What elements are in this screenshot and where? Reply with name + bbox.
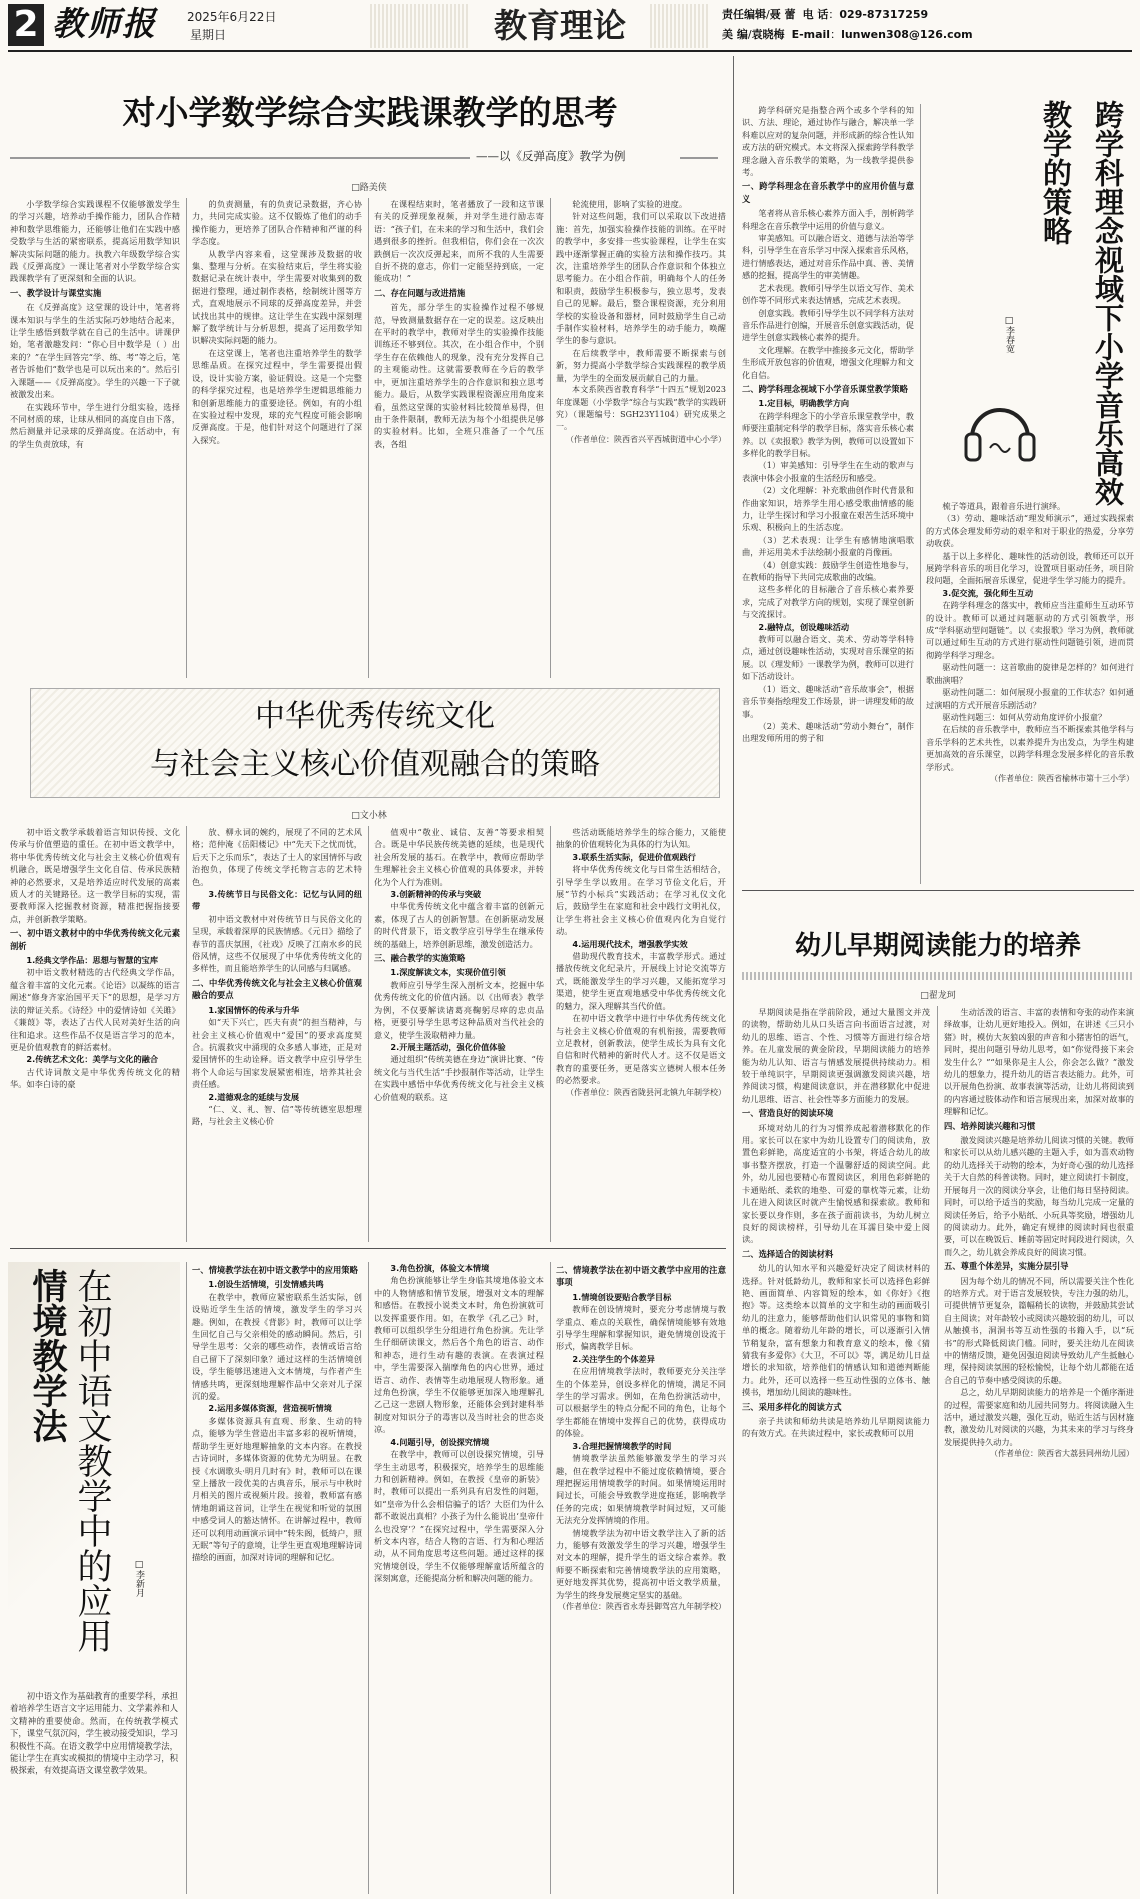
- article5-col1: [742, 1006, 930, 1894]
- email-label: E-mail: [791, 28, 831, 41]
- section-heading: 二、存在问题与改进措施: [374, 287, 466, 298]
- section-heading: 一、营造良好的阅读环境: [742, 1108, 834, 1119]
- article5-title-rule: [742, 972, 1134, 980]
- paragraph: 从教学内容来看，这堂课涉及数据的收集、整理与分析。在实验结束后，学生将实验数据记录在统计表中，学生需要对收集到的数据进行整理，通过制作表格，绘制统计图等方式，直观地展示不同球的反弹高度差异，并尝试找出其中的规律。这让学生在实践中深刻理解了数学统计与分析思想，提高了运用数学知识解决实际问题的能力。: [192, 248, 362, 346]
- article2-col3: [374, 826, 544, 1242]
- paragraph: 基于以上多样化、趣味性的活动创设，教师还可以开展跨学科音乐的项目化学习，设置项目驱动任务，项目阶段问题，全面拓展音乐课堂，促进学生学习能力的提升。: [926, 550, 1134, 586]
- author-affiliation: （作者单位：陕西省陇县河北镇九年制学校）: [566, 1087, 726, 1097]
- page-number: 2: [13, 4, 39, 45]
- paragraph: 幼儿的认知水平和兴趣爱好决定了阅读材料的选择。针对低龄幼儿，教师和家长可以选择色彩鲜艳、画面简单、内容简短的绘本，如《你好》《抱抱》等。这类绘本以简单的文字和生动的画面吸引幼儿的注意力，能够帮助他们认识常见的事物和简单的概念。随着幼儿年龄的增长，可以逐渐引入情节稍复杂，富有想象力和教育意义的绘本，像《猜猜我有多爱你》《大卫，不可以》等，满足幼儿日益增长的求知欲，培养他们的情感认知和道德判断能力。此外，还可以选择一些互动性强的立体书、触摸书，增加幼儿阅读的趣味性。: [742, 1263, 930, 1398]
- paragraph: 放、柳永词的婉约，展现了不同的艺术风格；范仲淹《岳阳楼记》中“先天下之忧而忧，后天下之乐而乐”，表达了士人的家国情怀与政治抱负，体现了传统文学托物言志的艺术特色。: [192, 827, 362, 887]
- author-affiliation: （作者单位：陕西省兴平西城街道中心小学）: [566, 434, 726, 444]
- paragraph: 在初中语文教学中进行中华优秀传统文化与社会主义核心价值观的有机衔接，需要教师立足教材，创新教法，使学生成长为具有文化自信和时代精神的新时代人才。这不仅是语文教育的重要任务，更是落实立德树人根本任务的必然要求。: [556, 1013, 726, 1086]
- paragraph: 早期阅读是指在学前阶段，通过大量图文并茂的读物，帮助幼儿从口头语言向书面语言过渡，对幼儿的思维、语言、个性、习惯等方面进行综合培养。在儿童发展的黄金阶段，早期阅读能力的培养能为幼儿认知、语言与情感发展提供持续动力。相较于单纯识字，早期阅读更强调激发阅读兴趣，培养阅读习惯，构建阅读意识，并在潜移默化中促进幼儿思维、语言、社会性等多方面能力的发展。: [742, 1007, 930, 1104]
- paragraph: 的负责测量，有的负责记录数据，齐心协力，共同完成实验。这不仅锻炼了他们的动手操作能力，更培养了团队合作精神和严谨的科学态度。: [192, 199, 362, 247]
- article3-divider0: [186, 1262, 187, 1894]
- author-affiliation: （作者单位：陕西省榆林市第十三小学）: [990, 773, 1134, 783]
- section-heading: 4.运用现代技术，增强教学实效: [572, 938, 688, 949]
- section-heading: 三、采用多样化的阅读方式: [742, 1401, 842, 1412]
- paragraph: 角色扮演能够让学生身临其境地体验文本中的人物情感和情节发展，增强对文本的理解和感悟。在教授小说类文本时，角色扮演就可以发挥重要作用。如，在教学《孔乙己》时，教师可以组织学生分组进行角色扮演。先让学生仔细研读课文，然后各个角色的语言、动作和神态，进行生动有趣的表演。在表演过程中，学生需要深入揣摩角色的内心世界，通过语言、动作、表情等生动地展现人物形象。通过角色扮演，学生不仅能够更加深入地理解孔乙己这一悲剧人物形象，还能体会到封建科举制度对知识分子的毒害以及当时社会的世态炎凉。: [374, 1275, 544, 1435]
- article4-divider: [920, 104, 921, 884]
- paragraph: 在实践环节中，学生进行分组实验，选择不同材质的球，让球从相同的高度自由下落，然后测量并记录球的反弹高度。在活动中，有的学生负责放球，有: [10, 401, 180, 449]
- article2-title-line1: 中华优秀传统文化: [255, 699, 495, 734]
- article3-col2: [374, 1262, 544, 1894]
- article2-divider3: [550, 826, 551, 1242]
- issue-weekday: 星期日: [190, 28, 227, 42]
- paragraph: 多媒体资源具有直观、形象、生动的特点，能够为学生营造出丰富多彩的视听情境，帮助学生更好地理解抽象的文本内容。在教授古诗词时，多媒体资源的优势尤为明显。在教授《水调歌头·明月几时有》时，教师可以在课堂上播放一段优美的古典音乐，展示与中秋时月相关的图片或视频片段。接着，教师富有感情地朗诵这首词，让学生在视觉和听觉的氛围中感受词人的豁达情怀。在讲解过程中，教师还可以利用动画演示词中“转朱阁，低绮户，照无眠”等句子的意境，让学生更直观地理解诗词描绘的画面，加深对诗词的理解和记忆。: [192, 1415, 362, 1563]
- paragraph: 审美感知。可以融合语文、道德与法治等学科，引导学生在音乐学习中深入探索音乐风格，进行情感表达，通过对音乐作品中真、善、美情感的挖掘，提高学生的审美情趣。: [742, 233, 914, 281]
- article1-title: 对小学数学综合实践课教学的思考: [122, 93, 618, 132]
- section-heading: 1.创设生活情境，引发情感共鸣: [208, 1279, 324, 1290]
- paragraph: 情境教学法为初中语文教学注入了新的活力，能够有效激发学生的学习兴趣，增强学生对文本的理解，提升学生的语文综合素养。教师要不断探索和完善情境教学法的应用策略，更好地发挥其优势，提高初中语文教学质量，为学生的终身发展奠定坚实的基础。: [556, 1527, 726, 1600]
- paragraph: （1）审美感知：引导学生在生动的歌声与表演中体会小报童的生活经历和感受。: [742, 460, 914, 483]
- paragraph: 文化理解。在教学中推接多元文化，帮助学生形成开放包容的价值观，增强文化理解力和文化自信。: [742, 344, 914, 380]
- paragraph: （3）艺术表现：让学生有感情地演唱歌曲，并运用美术手法绘制小报童的肖像画。: [742, 534, 914, 558]
- paragraph: 针对这些问题，我们可以采取以下改进措施：首先，加强实验操作技能的训练。在平时的教学中，多安排一些实验课程，让学生在实践中逐渐掌握正确的实验方法和操作技巧。其次，注重培养学生的团队合作意识和个体独立思考能力。在小组合作前，明确每个人的任务和职责，鼓励学生积极参与，独立思考，发表自己的见解。最后，整合课程资源，充分利用学校的实验设备和器材，同时鼓励学生自己动手制作实验材料，培养学生的动手能力，唤醒学生的参与意识。: [556, 211, 726, 346]
- paragraph: 驱动性问题三：如何从劳动角度评价小报童？: [942, 711, 1107, 722]
- section-heading: 二、中华优秀传统文化与社会主义核心价值观融合的要点: [192, 977, 362, 1001]
- paragraph: 在应用情境教学法时，教师要充分关注学生的个体差异，创设多样化的情境，满足不同学生的学习需求。例如，在角色扮演活动中，可以根据学生的特点分配不同的角色，让每个学生都能在情境中发挥自己的优势，获得成功的体验。: [556, 1366, 726, 1439]
- article4-bottom-rule: [742, 890, 1134, 891]
- article4-title: 跨学科理念视域下小学音乐高效教学的策略: [1039, 100, 1125, 506]
- paragraph: 在跨学科理念的落实中，教师应当注重师生互动环节的设计。教师可以通过问题驱动的方式引领教学，形成“学科驱动型问题链”。以《卖报歌》学习为例，教师就可以通过师生互动的方式进行驱动性问题链引领，进而贯彻跨学科学习理念。: [926, 600, 1134, 660]
- paragraph: 教师在创设情境时，要充分考虑情境与教学重点、难点的关联性，确保情境能够有效地引导学生理解和掌握知识，避免情境创设流于形式，偏离教学目标。: [556, 1304, 726, 1352]
- designer-line: 美 编/袁晓梅 E-mail：lunwen308@126.com: [722, 28, 973, 41]
- article3-intro: [10, 1690, 178, 1894]
- article2-col2: [192, 826, 362, 1242]
- section-heading: 1.情境创设要贴合教学目标: [572, 1291, 672, 1302]
- paragraph: 梳子等道具，跟着音乐进行演绎。: [942, 501, 1066, 511]
- paragraph: 轮流使用，影响了实验的进度。: [572, 199, 688, 209]
- article4-right-col: [926, 500, 1134, 884]
- paragraph: 通过组织“传统美德在身边”演讲比赛、“传统文化与当代生活”手抄报制作等活动，让学生在实践中感悟中华优秀传统文化与社会主义核心价值观的联系。这: [374, 1054, 544, 1102]
- section-heading: 1.家国情怀的传承与升华: [208, 1004, 300, 1015]
- section-heading: 五、尊重个体差异，实施分层引导: [944, 1261, 1069, 1272]
- paragraph: 总之，幼儿早期阅读能力的培养是一个循序渐进的过程，需要家庭和幼儿园共同努力。将阅读融入生活中，通过激发兴趣，强化互动，贴近生活与因材施教，激发幼儿对阅读的兴趣，为其未来的学习与终身发展提供持久动力。: [944, 1387, 1134, 1447]
- paragraph: “仁、义、礼、智、信”等传统德室思想理路，与社会主义核心价: [192, 1103, 362, 1127]
- section-heading: 二、选择适合的阅读材料: [742, 1248, 834, 1259]
- section-heading: 2.道德观念的延续与发展: [208, 1091, 300, 1102]
- article3-title: 在初中语文教学中的应用: [72, 1268, 112, 1653]
- paragraph: 艺术表现。教师引导学生以语文写作、美术创作等不同形式来表达情感，完成艺术表现。: [742, 282, 914, 306]
- section-heading: 二、跨学科理念视域下小学音乐课堂教学策略: [742, 383, 908, 394]
- section-heading: 2.传统艺术文化：美学与文化的融合: [26, 1054, 159, 1065]
- section-heading: 2.融特点，创设趣味活动: [758, 621, 850, 632]
- article3-col3: [556, 1262, 726, 1894]
- article2-byline: □文小林: [351, 811, 387, 821]
- paragraph: 些活动既能培养学生的综合能力，又能使抽象的价值观转化为具体的行为认知。: [556, 827, 726, 850]
- article2-bottom-rule: [10, 1248, 726, 1249]
- article4-byline: □李春宽: [1004, 316, 1014, 353]
- article4-lead-col: [742, 104, 914, 884]
- section-heading: 四、培养阅读兴趣和习惯: [944, 1120, 1036, 1131]
- article3-byline: □李新月: [134, 1560, 144, 1597]
- article2-divider2: [368, 826, 369, 1242]
- article1-subtitle: ——以《反弹高度》教学为例: [470, 148, 680, 168]
- section-heading: 1.经典文学作品：思想与智慧的宝库: [26, 955, 159, 966]
- section-heading: 4.问题引导，创设探究情境: [390, 1436, 490, 1447]
- phone-label: 电 话: [802, 8, 829, 21]
- author-affiliation: （作者单位：陕西省永寿县御驾宫九年制学校）: [558, 1601, 726, 1611]
- section-heading: 1.深度解读文本，实现价值引领: [390, 967, 506, 978]
- section-heading: 三、融合教学的实施策略: [374, 953, 466, 964]
- headphones-icon: [960, 390, 1040, 470]
- section-heading: 2.关注学生的个体差异: [572, 1353, 655, 1364]
- paragraph: 环境对幼儿的行为习惯养成起着潜移默化的作用。家长可以在家中为幼儿设置专门的阅读角，放置色彩鲜艳，高度适宜的小书架，将适合幼儿的故事书整齐摆放，打造一个温馨舒适的阅读空间。此外，幼儿园也要精心布置阅读区，利用色彩鲜艳的卡通贴纸、柔软的地垫、可爱的靠枕等元素，让幼儿在进入阅读区时就产生愉悦感和探索欲。教师和家长要以身作则，多在孩子面前读书，为幼儿树立良好的阅读榜样，引导幼儿在耳濡目染中爱上阅读。: [742, 1122, 930, 1245]
- paragraph: 这些多样化的目标融合了音乐核心素养要求，完成了对教学方向的规划，实现了课堂创新与交流探讨。: [742, 584, 914, 620]
- article5-byline: □翟龙珂: [920, 991, 956, 1001]
- article1-col4: [556, 198, 726, 678]
- paragraph: 首先，部分学生的实验操作过程不够规范，导致测量数据存在一定的误差。这反映出在平时的教学中，教师对学生的实验操作技能训练还不够到位。其次，在小组合作中，个别学生存在依赖他人的现象，没有充分发挥自己的主观能动性。这就需要教师在今后的教学中，更加注重培养学生的合作意识和独立思考能力。最后，从数学实践课程资源应用角度来看，虽然这堂课的实验材料比较简单易得，但由于条件限制，教师无法为每个小组提供足够的实验材料。比如，全班只准备了一个气压表，各组: [374, 302, 544, 449]
- section-heading: 1.定目标，明确教学方向: [758, 398, 850, 409]
- page-center-divider: [733, 56, 734, 1894]
- paragraph: 中华优秀传统文化中蕴含着丰富的创新元素，体现了古人的创新智慧。在创新驱动发展的时代背景下，语文教学应引导学生在继承传统的基础上，培养创新思维，激发创造活力。: [374, 901, 544, 949]
- paragraph: 初中语文教材中对传统节日与民俗文化的呈现，承载着深厚的民族情感。《元日》描绘了春节的喜庆氛围，《社戏》反映了江南水乡的民俗风情，这些不仅展现了中华优秀传统文化的多样性，而且能培养学生的认同感与归属感。: [192, 913, 362, 974]
- paragraph: 在《反弹高度》这堂课的设计中，笔者将课本知识与学生的生活实际巧妙地结合起来，让学生感悟到数学就在自己的生活中。讲课伊始，笔者激趣发问：“你心目中数学是（ ）出来的？”在学生回答完“学、练、考”等之后，笔者告诉他们“数学也是可以玩出来的”。然后引入课题——《反弹高度》。学生的兴趣一下子就被激发出来。: [10, 302, 180, 400]
- paper-name: 教师报: [52, 4, 157, 43]
- section-heading: 一、情境教学法在初中语文教学中的应用策略: [192, 1265, 358, 1275]
- editor-name: 聂 蕾: [769, 8, 796, 21]
- article5-col2: [944, 1006, 1134, 1894]
- section-title: 教育理论: [470, 4, 650, 48]
- paragraph: 教师应引导学生深入剖析文本，挖掘中华优秀传统文化的价值内涵。以《出师表》教学为例，不仅要解读诸葛亮鞠躬尽瘁的忠贞品格，更要引导学生思考这种品质对当代社会的意义，使学生汲取精神力量。: [374, 979, 544, 1040]
- masthead-rule: [8, 50, 1132, 52]
- section-heading: 3.合理把握情境教学的时间: [572, 1440, 672, 1451]
- paragraph: 生动活泼的语言、丰富的表情和夸张的动作来演绎故事，让幼儿更好地投入。例如，在讲述《三只小猪》时，模仿大灰狼凶狠的声音和小猪害怕的语气，同时，提出问题引导幼儿思考，如“你觉得接下来会发生什么？”“如果你是主人公，你会怎么做？”激发幼儿的想象力，提升幼儿的语言表达能力。此外，可以开展角色扮演、故事表演等活动，让幼儿将阅读到的内容通过肢体动作和语言展现出来，加深对故事的理解和记忆。: [944, 1007, 1134, 1117]
- article2-divider1: [186, 826, 187, 1242]
- article2-title-line2: 与社会主义核心价值观融合的策略: [150, 747, 600, 782]
- paragraph: （2）文化理解：补充歌曲创作时代背景和作曲家知识，培养学生用心感受歌曲情感的能力，让学生探讨和学习小报童在艰苦生活环境中乐观、积极向上的生活态度。: [742, 485, 914, 533]
- paragraph: 古代诗词散文是中华优秀传统文化的精华。如李白诗的豪: [10, 1066, 180, 1090]
- designer-name: 袁晓梅: [751, 28, 785, 41]
- article5-divider: [937, 1006, 938, 1894]
- paragraph: 情境教学法虽然能够激发学生的学习兴趣，但在教学过程中不能过度依赖情境，要合理把握运用情境教学的时间。如果情境运用时间过长，可能会导致教学进度拖延，影响教学任务的完成；如果情境教学时间过短，又可能无法充分发挥情境的作用。: [556, 1453, 726, 1526]
- paragraph: 本文系陕西省教育科学“十四五”规划2023年度课题（小学数学“综合与实践”教学的实践研究）（课题编号：SGH23Y1104）研究成果之一。: [556, 385, 726, 432]
- paragraph: （2）美术、趣味活动“劳动小舞台”，制作出理发师所用的剪子和: [742, 720, 914, 744]
- section-heading: 二、情境教学法在初中语文教学中应用的注意事项: [556, 1265, 726, 1288]
- paragraph: 亲子共读和师幼共读是培养幼儿早期阅读能力的有效方式。在共读过程中，家长或教师可以用: [742, 1416, 930, 1439]
- editor-line: 责任编辑/聂 蕾 电 话：029-87317259: [722, 8, 929, 21]
- article1-col1: [10, 198, 180, 678]
- article2-col4: [556, 826, 726, 1242]
- paragraph: 教师可以融合语文、美术、劳动等学科特点，通过创设趣味性活动，实现对音乐课堂的拓展。以《理发师》一课教学为例，教师可以进行如下活动设计。: [742, 634, 914, 682]
- section-heading: 2.运用多媒体资源，营造视听情境: [208, 1403, 332, 1414]
- article3-title-top: 情境教学法: [27, 1268, 67, 1443]
- editor-label: 责任编辑: [722, 8, 766, 21]
- paragraph: （1）语文、趣味活动“音乐故事会”，根据音乐节奏指绘理发工作场景，讲一讲理发师的故事。: [742, 683, 914, 719]
- section-heading: 3.促交流，强化师生互动: [942, 587, 1034, 598]
- article3-divider2: [550, 1262, 551, 1894]
- paragraph: 在跨学科理念下的小学音乐课堂教学中，教师要注重制定科学的教学目标，落实音乐核心素养。以《卖报歌》教学为例，教师可以设置如下多样化的教学目标。: [742, 410, 914, 458]
- phone-number: 029-87317259: [839, 8, 929, 21]
- paragraph: 因为每个幼儿的情况不同，所以需要关注个性化的培养方式。对于语言发展较快，专注力强的幼儿，可提供情节更复杂，篇幅稍长的读物，并鼓励其尝试自主阅读；对年龄较小或阅读兴趣较弱的幼儿，可以从触摸书，洞洞书等互动性强的书籍入手，以“玩书”的形式降低阅读门槛。同时，要关注幼儿在阅读中的情绪反馈，避免因强迫阅读导致幼儿产生抵触心理，保持阅读氛围的轻松愉悦，让每个幼儿都能在适合自己的节奏中感受阅读的乐趣。: [944, 1275, 1134, 1385]
- paragraph: 初中语文作为基础教育的重要学科，承担着培养学生语言文字运用能力、文学素养和人文精神的重要使命。然而，在传统教学模式下，课堂气氛沉闷，学生被动接受知识，学习积极性不高。在语文教学中应用情境教学法，能让学生在真实或模拟的情境中主动学习，积极探索，有效提高语文课堂教学效果。: [10, 1691, 178, 1776]
- paragraph: 在这堂课上，笔者也注重培养学生的数学思维品质。在探究过程中，学生需要提出假设，设计实验方案，验证假设。这是一个完整的科学探究过程，也是培养学生逻辑思维能力和创新思维能力的重要途径。例如，有的小组在实验过程中发现，球的充气程度可能会影响反弹高度。于是，他们针对这个问题进行了深入探究。: [192, 347, 362, 445]
- paragraph: 在教学中，教师可以创设探究情境，引导学生主动思考，积极探究，培养学生的思维能力和创新精神。例如，在教授《皇帝的新装》时，教师可以提出一系列具有启发性的问题，如“皇帝为什么会相信骗子的话？大臣们为什么都不敢说出真相？小孩子为什么能说出‘皇帝什么也没穿’？”在探究过程中，学生需要深入分析文本内容，结合人物的言语、行为和心理活动，从不同角度思考这些问题。通过这样的探究情境创设，学生不仅能够理解童话所蕴含的深刻寓意，还能提高分析和解决问题的能力。: [374, 1449, 544, 1584]
- section-heading: 3.传统节日与民俗文化：记忆与认同的纽带: [192, 889, 362, 912]
- issue-date: 2025年6月22日: [187, 10, 277, 24]
- paragraph: 如“天下兴亡，匹夫有责”的担当精神，与社会主义核心价值观中“爱国”的要求高度契合。抗震救灾中涌现的众多感人事迹，正是对爱国情怀的生动诠释。语文教学中应引导学生将个人命运与国家发展紧密相连，培养其社会责任感。: [192, 1017, 362, 1090]
- article1-divider2: [368, 198, 369, 678]
- paragraph: （4）创意实践：鼓励学生创造性地参与，在教师的指导下共同完成歌曲的改编。: [742, 559, 914, 583]
- paragraph: 借助现代教育技术，丰富教学形式。通过播放传统文化纪录片，开展线上讨论交流等方式，既能激发学生的学习兴趣，又能拓宽学习渠道，使学生更直观地感受中华优秀传统文化的魅力，深入理解其当代价值。: [556, 951, 726, 1011]
- paragraph: 将中华优秀传统文化与日常生活相结合，引导学生学以致用。在学习节俭文化后，开展“节约小标兵”实践活动；在学习礼仪文化后，鼓励学生在家庭和社会中践行文明礼仪，让学生将社会主义核心价值观内化为自觉行动。: [556, 864, 726, 937]
- section-heading: 一、初中语文教材中的中华优秀传统文化元素剖析: [10, 928, 180, 951]
- section-heading: 3.联系生活实际，促进价值观践行: [572, 851, 696, 862]
- paragraph: 笔者将从音乐核心素养方面入手，剖析跨学科理念在音乐教学中运用的价值与意义。: [742, 208, 914, 231]
- article3-divider1: [368, 1262, 369, 1894]
- article2-col1: [10, 826, 180, 1242]
- section-heading: 一、跨学科理念在音乐教学中的应用价值与意义: [742, 181, 914, 204]
- paragraph: 在课程结束时，笔者播放了一段和这节课有关的反弹现象视频，并对学生进行励志寄语：“孩子们，在未来的学习和生活中，我们会遇到很多的挫折。但我相信，你们会在一次次跌倒后一次次反弹起来，而所不我的人生需要自折不挠的意志，你们一定能坚持到底，一定能成功！”: [374, 199, 544, 284]
- paragraph: 激发阅读兴趣是培养幼儿阅读习惯的关键。教师和家长可以从幼儿感兴趣的主题入手，如为喜欢动物的幼儿选择关于动物的绘本，为好奇心强的幼儿选择关于大自然的科普读物。同时，建立阅读打卡制度，开展每月一次的阅读分享会，让他们每日坚持阅读。同时，可以给予适当的奖励，每当幼儿完成一定量的阅读任务后，给予小贴纸、小玩具等奖励，增强幼儿的阅读动力。此外，确定有规律的阅读时间也很重要，可以在晚饭后、睡前等固定时间段进行阅读，久而久之，幼儿就会养成良好的阅读习惯。: [944, 1135, 1134, 1257]
- paragraph: 初中语文教学承载着语言知识传授、文化传承与价值塑造的重任。在初中语文教学中，将中华优秀传统文化与社会主义核心价值观有机融合，既是增强学生文化自信、传承民族精神的必然要求，又是培养适应时代发展的高素质人才的关键路径。这一教学目标的实现，需要教师深入挖掘教材资源，精准把握指接要点，并创新教学策略。: [10, 827, 180, 924]
- paragraph: （3）劳动、趣味活动“理发师演示”，通过实践探索的方式体会理发师劳动的艰辛和对于职业的热爱，分享劳动收获。: [926, 513, 1134, 549]
- paragraph: 在后续教学中，教师需要不断探索与创新，努力提高小学数学综合实践课程的教学质量，为学生的全面发展贡献自己的力量。: [556, 347, 726, 383]
- section-heading: 3.角色扮演，体验文本情境: [390, 1263, 490, 1273]
- paragraph: 小学数学综合实践课程不仅能够激发学生的学习兴趣，培养动手操作能力，团队合作精神和数学思维能力，还能够让他们在实践中感受数学与生活的紧密联系，提高运用数学知识解决实际问题的能力。执教六年级数学综合实践《反弹高度》一课让笔者对小学数学综合实践课教学有了更深刻和全面的认识。: [10, 199, 180, 284]
- article1-col2: [192, 198, 362, 678]
- paragraph: 驱动性问题二：如何展现小报童的工作状态？如何通过演唱的方式开展音乐剧活动？: [926, 687, 1134, 710]
- paragraph: 初中语文教材精选的古代经典文学作品，蕴含着丰富的文化元素。《论语》以凝练的语言阐述“修身齐家治国平天下”的思想，是学习方法的辩证关系。《诗经》中的爱情诗如《关雎》《蒹葭》等，表达了古代人民对美好生活的向往和追求。这些作品不仅是语言学习的范本，更是价值观教育的鲜活素材。: [10, 967, 180, 1052]
- article5-title: 幼儿早期阅读能力的培养: [794, 931, 1081, 961]
- designer-label: 美 编: [722, 28, 748, 41]
- section-heading: 3.创新精神的传承与突破: [390, 889, 482, 900]
- paragraph: 驱动性问题一：这首歌曲的旋律是怎样的？如何进行歌曲演唱？: [926, 662, 1134, 685]
- paragraph: 创意实践。教师引导学生以不同学科方法对音乐作品进行创编，开展音乐创意实践活动，促进学生创意实践核心素养的提升。: [742, 307, 914, 343]
- paragraph: 在后续的音乐教学中，教师应当不断探索其他学科与音乐学科的艺术共性，以素养提升为出发点，为学生构建更加高效的音乐课堂，以跨学科理念发展多样化的音乐教学形式。: [926, 724, 1134, 772]
- email-address: lunwen308@126.com: [841, 28, 973, 41]
- paragraph: 跨学科研究是指整合两个或多个学科的知识、方法、理论，通过协作与融合，解决单一学科难以应对的复杂问题，并形成新的综合性认知或方法的研究模式。本文将深入探索跨学科教学理念融入音乐教学的策略，为一线教学提供参考。: [742, 105, 914, 178]
- author-affiliation: （作者单位：陕西省大荔县同州幼儿园）: [990, 1449, 1134, 1459]
- paragraph: 值观中“敬业、诚信、友善”等要求相契合。既是中华民族传统美德的延续，也是现代社会所发展的基石。在教学中，教师应帮助学生理解社会主义核心价值观的具体要求，并转化为个人行为准则。: [374, 827, 544, 887]
- section-heading: 2.开展主题活动，强化价值体验: [390, 1041, 506, 1052]
- article1-divider3: [550, 198, 551, 678]
- article1-col3: [374, 198, 544, 678]
- article1-divider1: [186, 198, 187, 678]
- paragraph: 在教学中，教师应紧密联系生活实际，创设贴近学生生活的情境，激发学生的学习兴趣。例如，在教授《背影》时，教师可以让学生回忆自己与父亲相处的感动瞬间。然后，引导学生思考：父亲的哪些动作，表情或语言给自己留下了深刻印象？通过这样的生活情境创设，学生能够迅速进入文本情境，与作者产生情感共鸣，更深刻地理解作品中父亲对儿子深沉的爱。: [192, 1291, 362, 1402]
- article3-col1: [192, 1262, 362, 1894]
- article1-byline: □路美侠: [351, 183, 387, 193]
- section-heading: 一、教学设计与课堂实施: [10, 287, 102, 298]
